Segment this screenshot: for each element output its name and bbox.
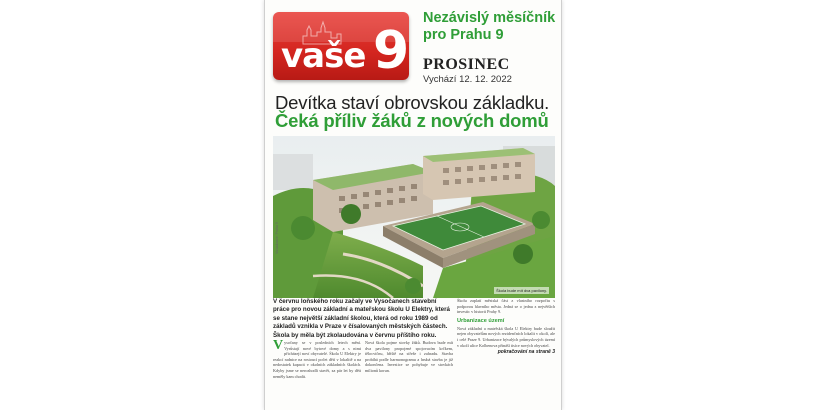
article-column-2 xyxy=(365,340,453,410)
masthead-tagline xyxy=(423,10,559,44)
article-body xyxy=(273,340,453,410)
issue-date: Vychází 12. 12. 2022 xyxy=(423,74,512,85)
column-1-text: ysočany se v posledních letech mění. Vyrůstají nové bytové domy a s nimi přicházejí noví obyvatelé. Škola U Elektry je reakcí radnice na rostoucí počet dětí v lokalitě a na nedostatek kapacit v okolních základních školách. Kdyby jsme se nerozhodli stavět, za pár let by děti neměly kam chodit. xyxy=(273,340,361,379)
article-column-1 xyxy=(273,340,361,410)
column-2-text: Nová škola pojme stovky žáků. Budova bude mít dva pavilony propojené spojovacím krčkem, tělocvičnu, hřiště na střeše i zahradu. Stavba probíhá podle harmonogramu a hrubá stavba je již dokončena. Investice se pohybuje ve stovkách milionů korun. xyxy=(365,340,453,373)
vase9-logo xyxy=(273,12,409,80)
photo-caption: Škola bude mít dva pavilony. xyxy=(496,288,547,293)
issue-month: PROSINEC xyxy=(423,56,510,73)
article-lead: V červnu loňského roku začaly ve Vysočanech stavební práce pro novou základní a mateřskou školu U Elektry, která se stane největší základní školou, která od roku 1989 od základů vznikla v Praze v čísalovaných městských částech. Škola by měla být zkolaudována v červnu příštího roku. xyxy=(273,298,450,339)
right-column-subheading: Urbanizace území xyxy=(457,317,505,324)
continue-on-page-link[interactable]: pokračování na straně 3 xyxy=(497,349,555,356)
logo-word: vaše xyxy=(281,36,366,76)
drop-cap: V xyxy=(273,340,284,353)
article-right-column xyxy=(457,298,555,410)
photo-credit: Vizualizace: Praha 9 xyxy=(275,222,279,254)
logo-number: 9 xyxy=(373,21,409,80)
right-column-text-bottom: Nová základní a mateřská škola U Elektry bude sloužit nejen obyvatelům nových rezidenčních lokalit v okolí, ale i celé Praze 9. Urbanizace bývalých průmyslových území v okolí ulice Kolbenova přináší tisíce nových obyvatel. xyxy=(457,325,555,348)
tagline-line2: pro Prahu 9 xyxy=(423,27,504,43)
article-headline: Devítka staví obrovskou základku. xyxy=(275,92,550,113)
article-subheadline: Čeká příliv žáků z nových domů xyxy=(275,110,549,131)
newspaper-front-page xyxy=(264,0,562,410)
school-rendering-illustration xyxy=(273,136,555,298)
tagline-line1: Nezávislý měsíčník xyxy=(423,10,556,26)
right-column-text-top: Školu zaplatí městská část z vlastního rozpočtu s podporou hlavního města. Jedná se o jednu z největších investic v historii Prahy 9. xyxy=(457,298,555,315)
school-visualization-photo xyxy=(273,136,555,298)
